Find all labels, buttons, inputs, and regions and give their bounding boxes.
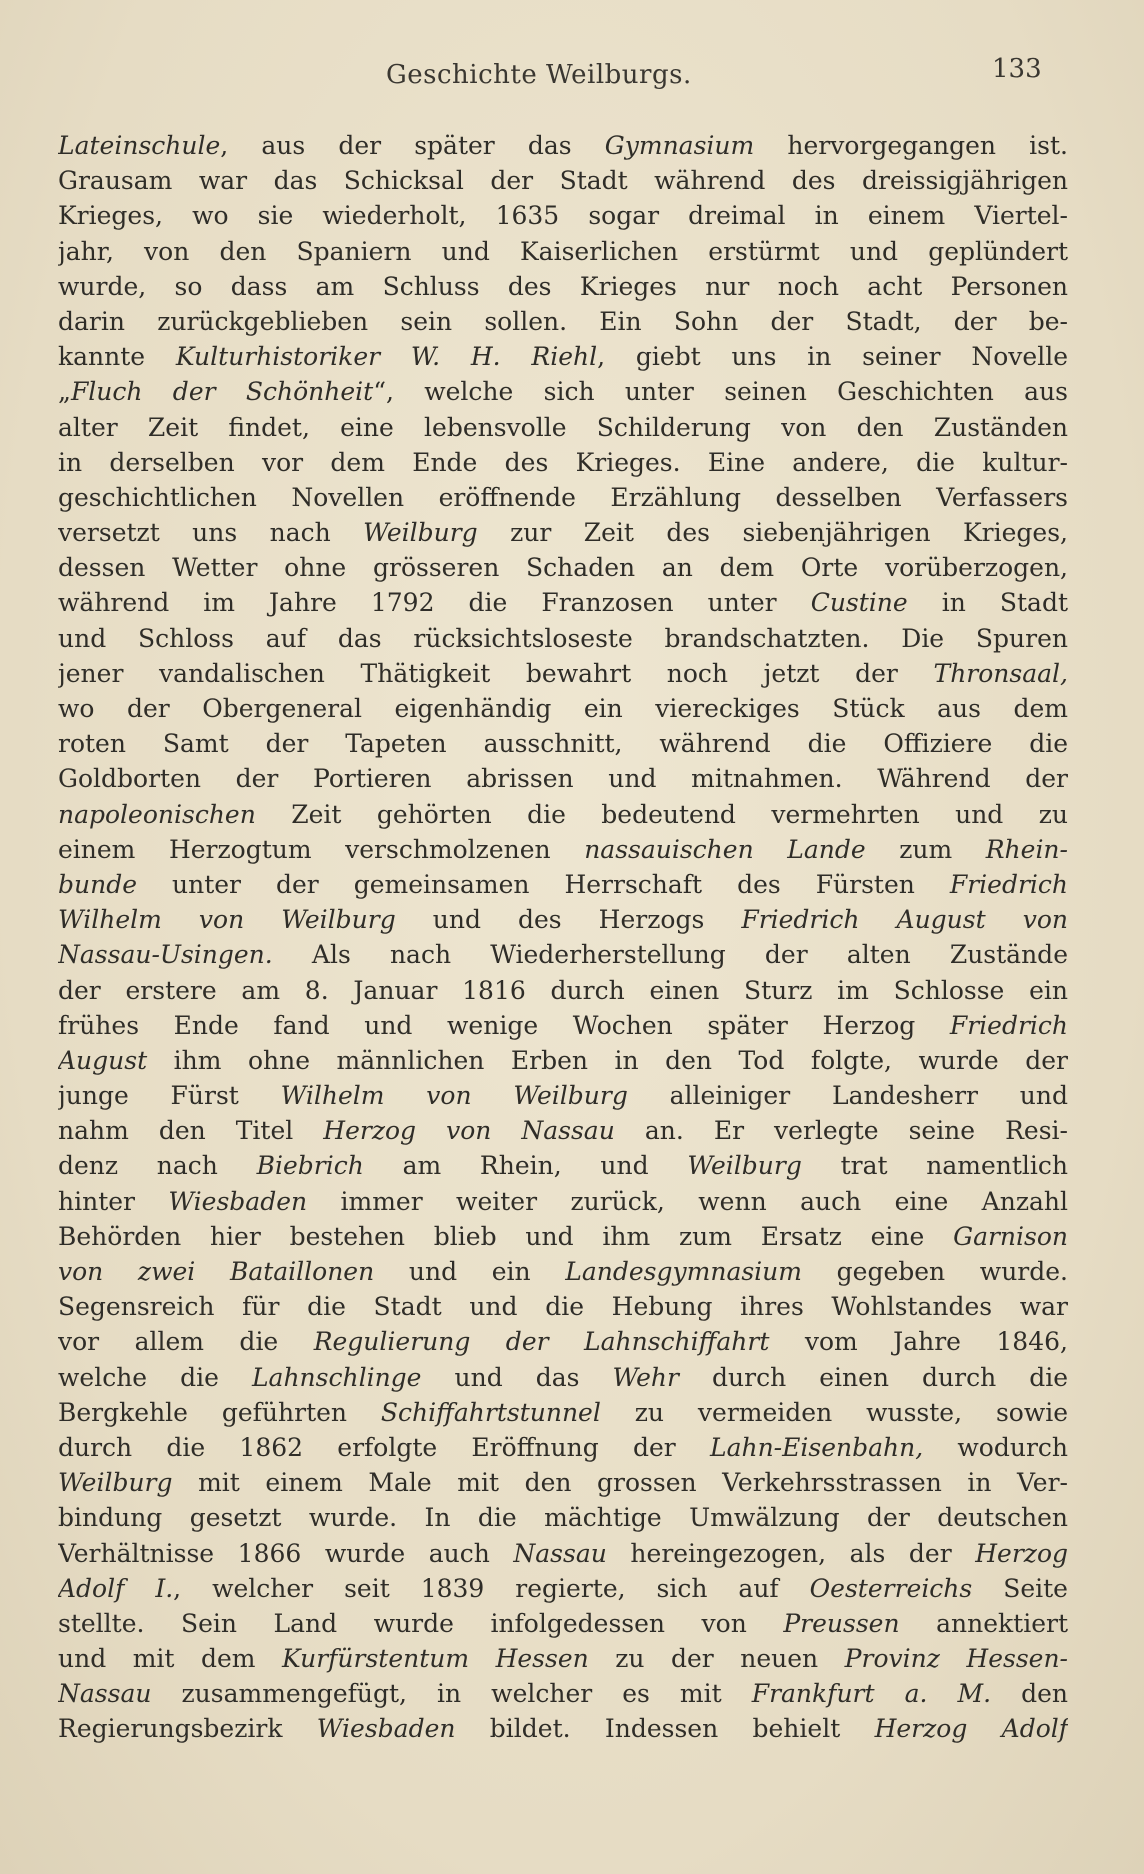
- italic-text: Weilburg: [687, 1151, 802, 1181]
- italic-text: von zwei Bataillonen: [58, 1257, 375, 1286]
- text-run: einem Herzogtum verschmolzenen: [58, 834, 585, 864]
- text-run: in derselben vor dem Ende des Krieges. Eine andere, die kultur-: [58, 447, 1068, 477]
- text-line: [58, 445, 1068, 480]
- text-run: Goldborten der Portieren abrissen und mitnahmen. Während der: [58, 764, 1068, 794]
- italic-text: Herzog von Nassau: [323, 1116, 615, 1146]
- text-run: jahr, von den Spaniern und Kaiserlichen erstürmt und geplündert: [58, 236, 1068, 266]
- italic-text: Biebrich: [256, 1151, 364, 1181]
- text-run: und des Herzogs: [395, 905, 742, 935]
- text-run: jener vandalischen Thätigkeit bewahrt noch jetzt der: [58, 658, 934, 688]
- italic-text: Garnison: [953, 1221, 1068, 1251]
- italic-text: Weilburg: [363, 518, 478, 548]
- text-run: zur Zeit des siebenjährigen Krieges,: [477, 518, 1068, 548]
- italic-text: Lateinschule: [58, 131, 221, 160]
- text-run: junge Fürst: [58, 1081, 281, 1111]
- text-run: hinter: [58, 1186, 169, 1216]
- italic-text: Fluch der Schönheit: [70, 377, 374, 407]
- italic-text: nassauischen Lande: [584, 834, 866, 864]
- text-line: [58, 339, 1068, 374]
- text-run: wodurch: [923, 1432, 1068, 1462]
- text-line: [58, 1465, 1068, 1500]
- text-run: in Stadt: [907, 588, 1068, 618]
- italic-text: Wiesbaden: [168, 1186, 308, 1216]
- text-line: [58, 1676, 1068, 1711]
- text-run: Seite: [972, 1573, 1068, 1603]
- body-text: [58, 128, 1068, 1747]
- text-run: Krieges, wo sie wiederholt, 1635 sogar dreimal in einem Viertel-: [58, 201, 1068, 231]
- text-line: [58, 515, 1068, 550]
- text-run: , welcher seit 1839 regierte, sich auf: [173, 1573, 810, 1603]
- text-line: [58, 410, 1068, 445]
- text-line: [58, 621, 1068, 656]
- italic-text: Preussen: [783, 1608, 900, 1638]
- text-line: [58, 480, 1068, 515]
- text-run: und ein: [374, 1257, 566, 1286]
- italic-text: bunde: [58, 869, 138, 899]
- text-run: vom Jahre 1846,: [769, 1327, 1068, 1357]
- text-run: “, welche sich unter seinen Geschichten aus: [373, 377, 1068, 407]
- text-line: [58, 1430, 1068, 1465]
- text-run: an. Er verlegte seine Resi-: [614, 1116, 1068, 1146]
- italic-text: Regulierung der Lahnschiffahrt: [313, 1327, 770, 1357]
- italic-text: Wehr: [612, 1362, 679, 1392]
- text-line: [58, 374, 1068, 409]
- text-run: welche die: [58, 1362, 252, 1392]
- italic-text: Adolf I.: [58, 1573, 174, 1603]
- text-line: [58, 1008, 1068, 1043]
- italic-text: Lahnschlinge: [251, 1362, 422, 1392]
- text-run: zu der neuen: [588, 1644, 845, 1674]
- italic-text: Herzog Adolf: [874, 1714, 1068, 1744]
- text-run: Behörden hier bestehen blieb und ihm zum Ersatz eine: [58, 1221, 954, 1251]
- text-line: [58, 1113, 1068, 1148]
- text-line: [58, 691, 1068, 726]
- text-run: alleiniger Landesherr und: [627, 1081, 1068, 1111]
- italic-text: Custine: [810, 588, 908, 618]
- text-line: [58, 1219, 1068, 1254]
- text-line: [58, 1043, 1068, 1078]
- text-line: [58, 937, 1068, 972]
- text-run: trat namentlich: [801, 1151, 1068, 1181]
- text-run: durch die 1862 erfolgte Eröffnung der: [58, 1432, 710, 1462]
- text-run: am Rhein, und: [363, 1151, 688, 1181]
- text-run: geschichtlichen Novellen eröffnende Erzählung desselben Verfassers: [58, 482, 1068, 512]
- text-run: zum: [865, 834, 986, 864]
- text-run: Bergkehle geführten: [58, 1397, 381, 1427]
- text-line: [58, 832, 1068, 867]
- page-number: 133: [992, 54, 1042, 84]
- text-run: durch einen durch die: [679, 1362, 1068, 1392]
- text-run: Grausam war das Schicksal der Stadt während des dreissigjährigen: [58, 166, 1068, 196]
- page-header: [0, 54, 1144, 100]
- text-line: [58, 1641, 1068, 1676]
- text-run: alter Zeit findet, eine lebensvolle Schilderung von den Zuständen: [58, 412, 1068, 442]
- italic-text: August: [58, 1045, 148, 1075]
- italic-text: Nassau-Usingen.: [58, 940, 273, 970]
- text-line: [58, 1711, 1068, 1746]
- italic-text: Lahn-Eisenbahn,: [709, 1432, 924, 1462]
- text-run: „: [58, 377, 71, 407]
- italic-text: Friedrich: [949, 1010, 1068, 1040]
- text-run: und Schloss auf das rücksichtsloseste brandschatzten. Die Spuren: [58, 623, 1068, 653]
- text-run: nahm den Titel: [58, 1116, 324, 1146]
- italic-text: Gymnasium: [604, 131, 755, 160]
- italic-text: Nassau: [513, 1538, 607, 1568]
- text-run: Verhältnisse 1866 wurde auch: [58, 1538, 514, 1568]
- text-run: den: [991, 1679, 1068, 1709]
- text-line: [58, 1395, 1068, 1430]
- text-line: [58, 1148, 1068, 1183]
- text-line: [58, 1536, 1068, 1571]
- text-line: [58, 1571, 1068, 1606]
- italic-text: Wiesbaden: [316, 1714, 456, 1744]
- text-line: [58, 761, 1068, 796]
- italic-text: Kulturhistoriker W. H. Riehl: [175, 342, 598, 372]
- italic-text: Weilburg: [58, 1468, 173, 1498]
- text-line: [58, 1078, 1068, 1113]
- italic-text: Kurfürstentum Hessen: [281, 1644, 589, 1674]
- text-line: [58, 973, 1068, 1008]
- text-line: [58, 163, 1068, 198]
- text-line: [58, 797, 1068, 832]
- text-run: wo der Obergeneral eigenhändig ein viereckiges Stück aus dem: [58, 694, 1068, 723]
- text-run: Zeit gehörten die bedeutend vermehrten und zu: [255, 799, 1068, 829]
- italic-text: napoleonischen: [58, 799, 256, 829]
- text-run: bindung gesetzt wurde. In die mächtige Umwälzung der deutschen: [58, 1503, 1068, 1533]
- italic-text: Wilhelm von Weilburg: [280, 1081, 628, 1111]
- text-line: [58, 234, 1068, 269]
- text-run: , aus der später das: [220, 131, 605, 160]
- text-line: [58, 867, 1068, 902]
- text-run: zu vermeiden wusste, sowie: [600, 1397, 1068, 1427]
- text-line: [58, 1360, 1068, 1395]
- running-title: Geschichte Weilburgs.: [386, 60, 692, 90]
- text-run: frühes Ende fand und wenige Wochen später Herzog: [58, 1010, 950, 1040]
- italic-text: Herzog: [975, 1538, 1068, 1568]
- italic-text: Nassau: [58, 1679, 152, 1709]
- text-line: [58, 128, 1068, 163]
- italic-text: Thronsaal,: [933, 658, 1068, 688]
- text-run: annektiert: [899, 1608, 1068, 1638]
- italic-text: Rhein-: [985, 834, 1068, 864]
- italic-text: Schiffahrtstunnel: [380, 1397, 601, 1427]
- text-run: und mit dem: [58, 1644, 282, 1674]
- text-run: während im Jahre 1792 die Franzosen unter: [58, 588, 811, 618]
- italic-text: Landesgymnasium: [565, 1257, 802, 1286]
- italic-text: Wilhelm von Weilburg: [58, 905, 396, 935]
- text-line: [58, 550, 1068, 585]
- text-line: [58, 726, 1068, 761]
- text-run: bildet. Indessen behielt: [455, 1714, 875, 1744]
- text-run: hervorgegangen ist.: [754, 131, 1068, 160]
- italic-text: Oesterreichs: [809, 1573, 973, 1603]
- text-run: roten Samt der Tapeten ausschnitt, während die Offiziere die: [58, 729, 1068, 759]
- text-run: Regierungsbezirk: [58, 1714, 317, 1744]
- text-line: [58, 1324, 1068, 1359]
- text-run: ihm ohne männlichen Erben in den Tod folgte, wurde der: [147, 1045, 1068, 1075]
- text-line: [58, 269, 1068, 304]
- text-run: hereingezogen, als der: [606, 1538, 976, 1568]
- text-run: Segensreich für die Stadt und die Hebung ihres Wohlstandes war: [58, 1292, 1068, 1322]
- text-line: [58, 1289, 1068, 1324]
- italic-text: Frankfurt a. M.: [751, 1679, 992, 1709]
- text-run: zusammengefügt, in welcher es mit: [151, 1679, 752, 1709]
- text-run: dessen Wetter ohne grösseren Schaden an dem Orte vorüberzogen,: [58, 553, 1068, 583]
- text-run: , giebt uns in seiner Novelle: [597, 342, 1068, 372]
- italic-text: Friedrich: [949, 869, 1068, 899]
- text-line: [58, 902, 1068, 937]
- text-run: vor allem die: [58, 1327, 314, 1357]
- text-run: Als nach Wiederherstellung der alten Zustände: [272, 940, 1068, 970]
- text-line: [58, 304, 1068, 339]
- text-line: [58, 1606, 1068, 1641]
- text-run: stellte. Sein Land wurde infolgedessen von: [58, 1608, 784, 1638]
- italic-text: Friedrich August von: [741, 905, 1068, 935]
- text-run: kannte: [58, 342, 176, 372]
- text-run: versetzt uns nach: [58, 518, 364, 548]
- italic-text: Provinz Hessen-: [844, 1644, 1068, 1674]
- text-run: denz nach: [58, 1151, 257, 1181]
- text-run: immer weiter zurück, wenn auch eine Anzahl: [307, 1186, 1068, 1216]
- text-run: und das: [421, 1362, 613, 1392]
- text-line: [58, 1254, 1068, 1289]
- text-run: unter der gemeinsamen Herrschaft des Fürsten: [137, 869, 950, 899]
- text-line: [58, 656, 1068, 691]
- text-run: wurde, so dass am Schluss des Krieges nur noch acht Personen: [58, 271, 1068, 301]
- text-run: gegeben wurde.: [802, 1257, 1068, 1286]
- text-line: [58, 1184, 1068, 1219]
- text-run: der erstere am 8. Januar 1816 durch einen Sturz im Schlosse ein: [58, 975, 1068, 1005]
- text-line: [58, 1500, 1068, 1535]
- text-line: [58, 198, 1068, 233]
- text-run: darin zurückgeblieben sein sollen. Ein Sohn der Stadt, der be-: [58, 306, 1068, 336]
- text-line: [58, 585, 1068, 620]
- text-run: mit einem Male mit den grossen Verkehrsstrassen in Ver-: [172, 1468, 1068, 1498]
